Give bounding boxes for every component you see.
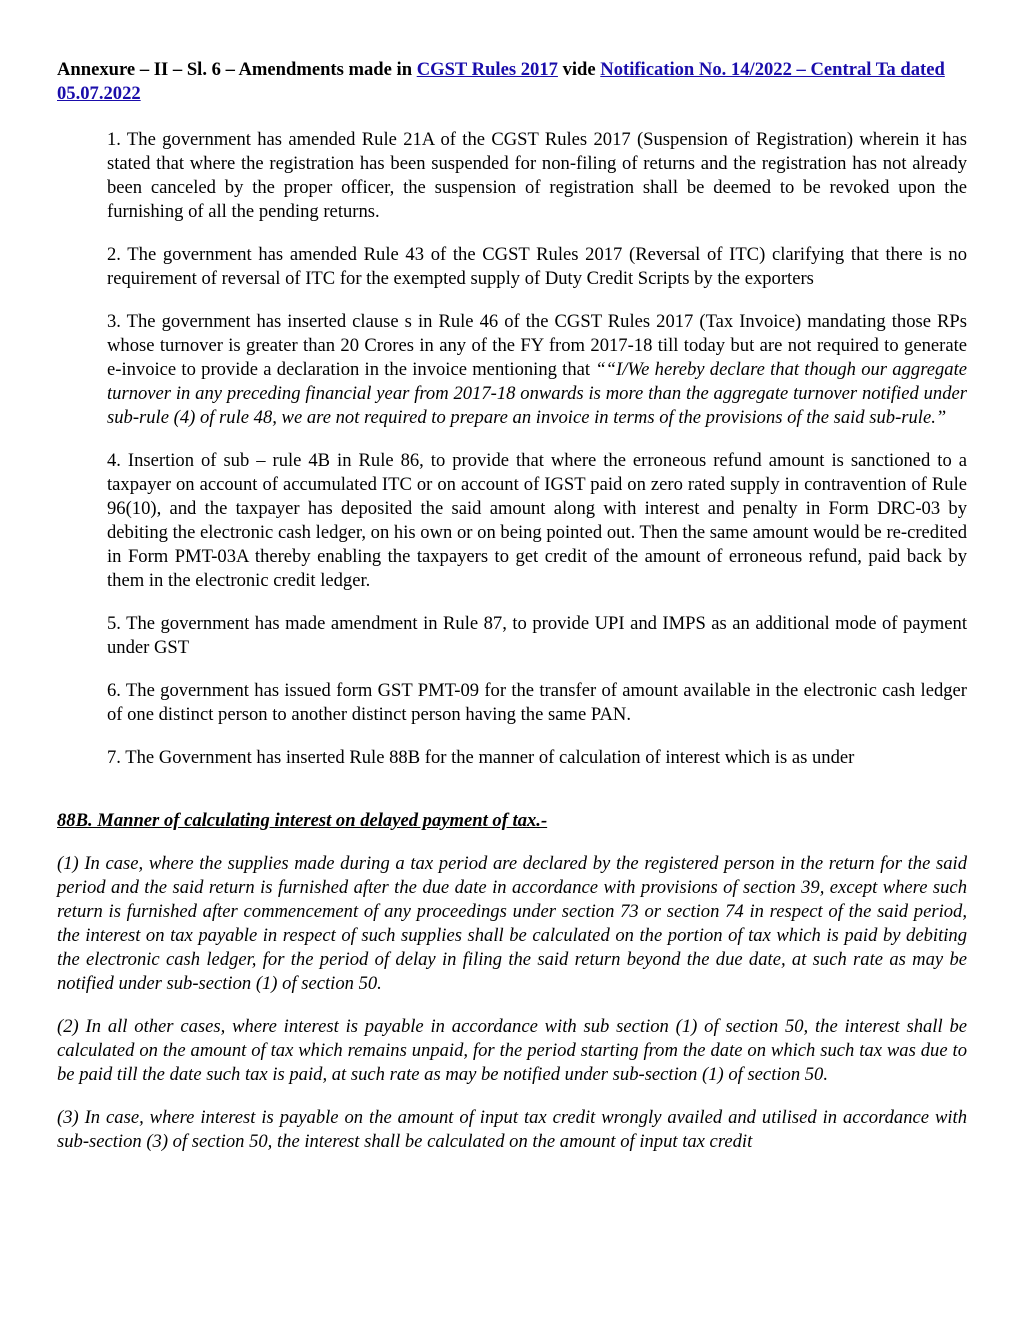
heading-mid: vide bbox=[557, 59, 601, 80]
point-6: 6. The government has issued form GST PMT-09 for the transfer of amount available in the electronic cash ledger of one distinct person to another distinct person having the same PAN. bbox=[107, 680, 967, 725]
point-7: 7. The Government has inserted Rule 88B for the manner of calculation of interest which is as under bbox=[107, 747, 855, 768]
point-4: 4. Insertion of sub – rule 4B in Rule 86, to provide that where the erroneous refund amount is sanctioned to a taxpayer on account of accumulated ITC or on account of IGST paid on zero rated supply in contravention of Rule 96(10), and the taxpayer has deposited the said amount along with interest and penalty in Form DRC-03 by debiting the electronic cash ledger, on his own or on being pointed out. Then the same amount would be re-credited in Form PMT-03A thereby enabling the taxpayers to get credit of the amount of erroneous refund, paid back by them in the electronic credit ledger. bbox=[107, 450, 967, 591]
rule-88b-sub-3: (3) In case, where interest is payable on the amount of input tax credit wrongly availed and utilised in accordance with sub-section (3) of section 50, the interest shall be calculated on the amount of input tax credit bbox=[57, 1107, 967, 1152]
point-3 bbox=[107, 310, 967, 430]
heading-prefix: Annexure – II – Sl. 6 – Amendments made in bbox=[57, 59, 417, 80]
annexure-heading bbox=[57, 58, 967, 106]
rule-88b-sub-1: (1) In case, where the supplies made during a tax period are declared by the registered person in the return for the said period and the said return is furnished after the due date in accordance with provisions of section 39, except where such return is furnished after commencement of any proceedings under section 73 or section 74 in respect of the said period, the interest on tax payable in respect of such supplies shall be calculated on the portion of tax which is paid by debiting the electronic cash ledger, for the period of delay in filing the said return beyond the due date, at such rate as may be notified under sub-section (1) of section 50. bbox=[57, 853, 967, 994]
point-3-text: 3. The government has inserted clause s in Rule 46 of the CGST Rules 2017 (Tax Invoice) mandating those RPs whose turnover is greater than 20 Crores in any of the FY from 2017-18 till today but are not required to generate e-invoice to provide a declaration in the invoice mentioning that bbox=[107, 311, 967, 380]
document-page bbox=[57, 58, 967, 1173]
notification-link[interactable]: Notification No. 14/2022 – Central Ta dated 05.07.2022 bbox=[57, 59, 945, 104]
amendment-list bbox=[57, 128, 967, 770]
point-1: 1. The government has amended Rule 21A of the CGST Rules 2017 (Suspension of Registration) wherein it has stated that where the registration has been suspended for non-filing of returns and the registration has not already been canceled by the proper officer, the suspension of registration shall be deemed to be revoked upon the furnishing of all the pending returns. bbox=[107, 129, 967, 222]
point-5: 5. The government has made amendment in Rule 87, to provide UPI and IMPS as an additional mode of payment under GST bbox=[107, 613, 967, 658]
declaration-quote: ““I/We hereby declare that though our aggregate turnover in any preceding financial year from 2017-18 onwards is more than the aggregate turnover notified under sub-rule (4) of rule 48, we are not required to prepare an invoice in terms of the provisions of the said sub-rule.” bbox=[107, 359, 968, 428]
point-2: 2. The government has amended Rule 43 of the CGST Rules 2017 (Reversal of ITC) clarifying that there is no requirement of reversal of ITC for the exempted supply of Duty Credit Scripts by the exporters bbox=[107, 244, 967, 289]
rule-88b-title: 88B. Manner of calculating interest on delayed payment of tax.- bbox=[57, 810, 548, 831]
rule-88b-sub-2: (2) In all other cases, where interest is payable in accordance with sub section (1) of section 50, the interest shall be calculated on the amount of tax which remains unpaid, for the period starting from the date on which such tax was due to be paid till the date such tax is paid, at such rate as may be notified under sub-section (1) of section 50. bbox=[57, 1016, 967, 1085]
cgst-rules-link[interactable]: CGST Rules 2017 bbox=[416, 59, 558, 80]
